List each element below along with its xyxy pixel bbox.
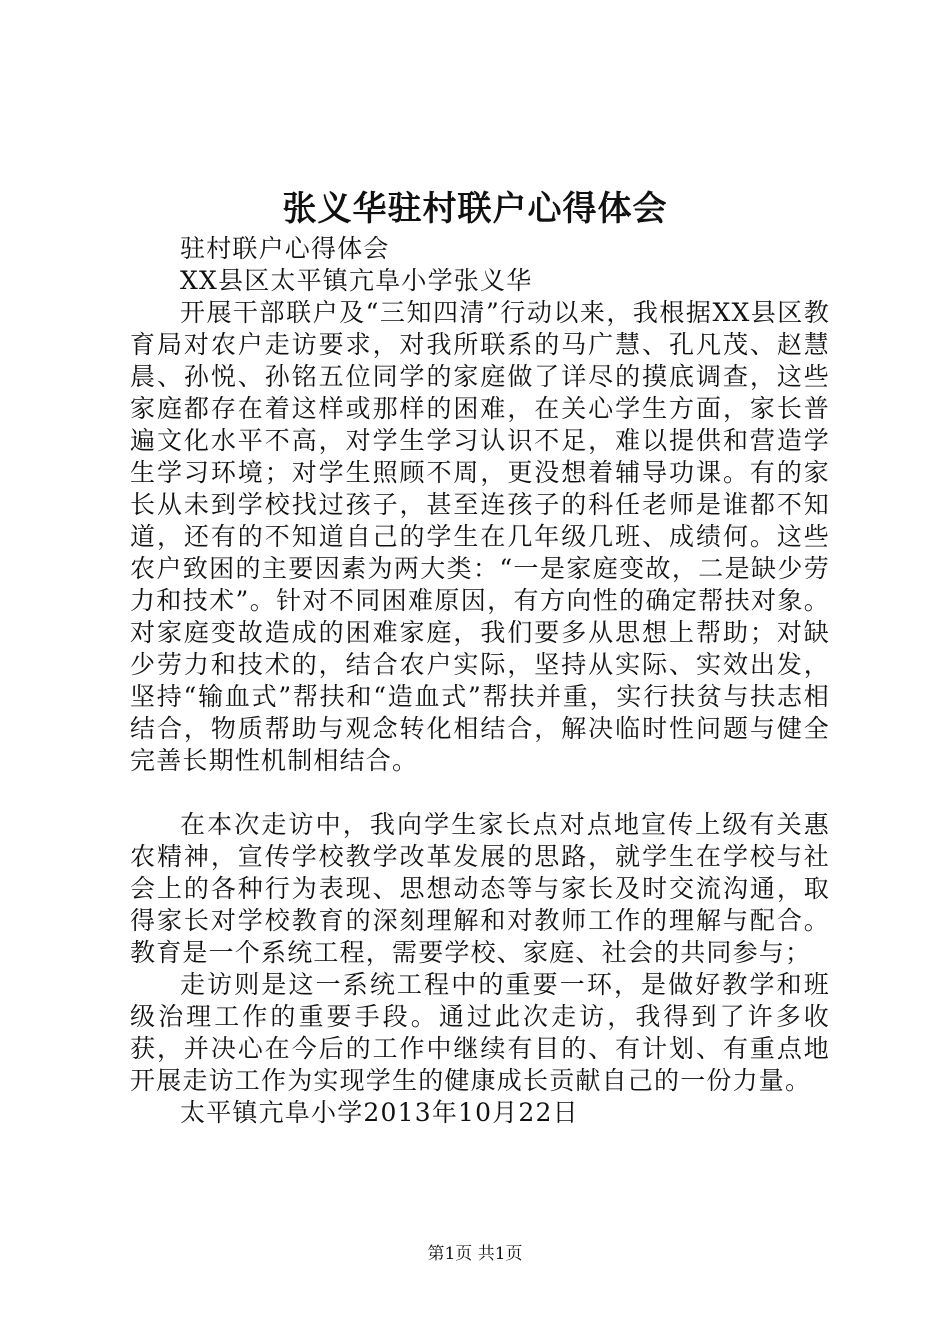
body-paragraph: 开展干部联户及“三知四清”行动以来，我根据XX县区教育局对农户走访要求，对我所联系的马广慧、孔凡茂、赵慧晨、孙悦、孙铭五位同学的家庭做了详尽的摸底调查，这些家庭都存在着这样或那样的困难，在关心学生方面，家长普遍文化水平不高，对学生学习认识不足，难以提供和营造学生学习环境；对学生照顾不周，更没想着辅导功课。有的家长从未到学校找过孩子，甚至连孩子的科任老师是谁都不知道，还有的不知道自己的学生在几年级几班、成绩何。这些农户致困的主要因素为两大类：“一是家庭变故，二是缺少劳力和技术”。针对不同困难原因，有方向性的确定帮扶对象。对家庭变故造成的困难家庭，我们要多从思想上帮助；对缺少劳力和技术的，结合农户实际，坚持从实际、实效出发，坚持“输血式”帮扶和“造血式”帮扶并重，实行扶贫与扶志相结合，物质帮助与观念转化相结合，解决临时性问题与健全完善长期性机制相结合。 — [130, 298, 830, 775]
body-paragraph: 走访则是这一系统工程中的重要一环，是做好教学和班级治理工作的重要手段。通过此次走访，我得到了许多收获，并决心在今后的工作中继续有目的、有计划、有重点地开展走访工作为实现学生的健康成长贡献自己的一份力量。 — [130, 970, 830, 1095]
paragraph-spacer — [130, 777, 830, 809]
signature-line: 太平镇亢阜小学2013年10月22日 — [180, 1098, 579, 1127]
document-body — [130, 233, 830, 1129]
page-number-footer: 第1页 共1页 — [427, 1244, 523, 1264]
author-line: XX县区太平镇亢阜小学张义华 — [180, 266, 533, 295]
body-paragraph: 在本次走访中，我向学生家长点对点地宣传上级有关惠农精神，宣传学校教学改革发展的思路，就学生在学校与社会上的各种行为表现、思想动态等与家长及时交流沟通，取得家长对学校教育的深刻理解和对教师工作的理解与配合。教育是一个系统工程，需要学校、家庭、社会的共同参与； — [130, 810, 830, 967]
subtitle-line: 驻村联户心得体会 — [180, 234, 390, 263]
document-title: 张义华驻村联户心得体会 — [282, 189, 668, 229]
